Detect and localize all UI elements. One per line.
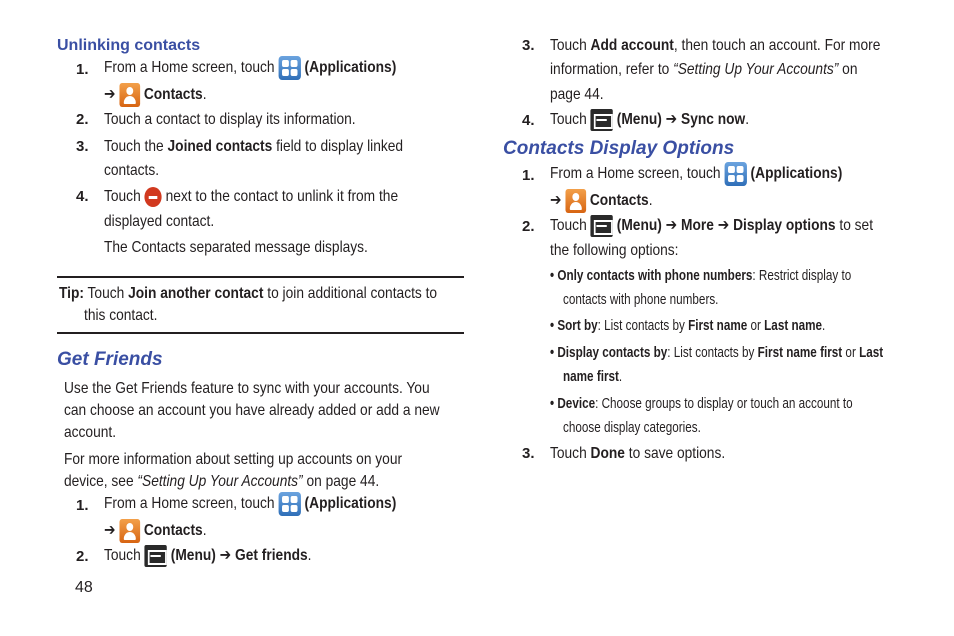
step-text: displayed contact. bbox=[104, 213, 215, 230]
applications-icon bbox=[278, 56, 300, 80]
contacts-icon bbox=[565, 189, 586, 213]
option-item: choose display categories. bbox=[563, 419, 701, 436]
step-text: Touch (Menu) ➔ Get friends. bbox=[104, 545, 345, 567]
step-text: From a Home screen, touch (Applications) bbox=[550, 162, 890, 186]
option-item: • Device: Choose groups to display or touch an account to bbox=[550, 395, 853, 412]
step-text: From a Home screen, touch (Applications) bbox=[104, 56, 444, 80]
arrow-icon: ➔ bbox=[717, 215, 730, 235]
step-text: Touch (Menu) ➔ Sync now. bbox=[550, 109, 782, 131]
arrow-icon: ➔ bbox=[665, 215, 678, 235]
step-text: page 44. bbox=[550, 86, 604, 103]
step-text: Touch Add account, then touch an account. For more bbox=[550, 37, 881, 54]
step-text: the following options: bbox=[550, 242, 679, 259]
option-item: • Only contacts with phone numbers: Restrict display to bbox=[550, 267, 852, 284]
divider bbox=[57, 276, 464, 278]
step-number: 4. bbox=[76, 188, 89, 205]
divider bbox=[57, 332, 464, 334]
menu-icon bbox=[591, 215, 613, 237]
step-number: 1. bbox=[76, 61, 89, 78]
step-number: 3. bbox=[522, 445, 535, 462]
arrow-icon: ➔ bbox=[219, 545, 232, 565]
step-text: Touch next to the contact to unlink it from the bbox=[104, 188, 399, 206]
arrow-icon: ➔ bbox=[104, 84, 116, 104]
section-heading-unlinking: Unlinking contacts bbox=[57, 37, 201, 54]
step-number: 4. bbox=[522, 112, 535, 129]
step-text: ➔ Contacts. bbox=[104, 83, 223, 107]
paragraph-line: account. bbox=[64, 424, 117, 441]
menu-icon bbox=[145, 545, 167, 567]
arrow-icon: ➔ bbox=[104, 520, 116, 540]
tip-text: this contact. bbox=[84, 307, 158, 324]
step-text: Touch a contact to display its information. bbox=[104, 111, 356, 128]
option-item: • Sort by: List contacts by First name or Last name. bbox=[550, 317, 826, 334]
arrow-icon: ➔ bbox=[665, 109, 678, 129]
step-text: Touch the Joined contacts field to display linked bbox=[104, 138, 404, 155]
step-number: 2. bbox=[76, 111, 89, 128]
menu-icon bbox=[591, 109, 613, 131]
step-text: information, refer to “Setting Up Your Accounts” on bbox=[550, 61, 858, 78]
paragraph-line: device, see “Setting Up Your Accounts” on page 44. bbox=[64, 473, 380, 490]
remove-icon bbox=[145, 187, 162, 207]
step-text: ➔ Contacts. bbox=[550, 189, 669, 213]
applications-icon bbox=[724, 162, 746, 186]
tip-text: Tip: Touch Join another contact to join additional contacts to bbox=[59, 285, 438, 302]
option-item: name first. bbox=[563, 368, 623, 385]
step-number: 3. bbox=[76, 138, 89, 155]
paragraph-line: Use the Get Friends feature to sync with your accounts. You bbox=[64, 380, 430, 397]
contacts-icon bbox=[119, 519, 140, 543]
paragraph-line: For more information about setting up accounts on your bbox=[64, 451, 403, 468]
step-number: 1. bbox=[76, 497, 89, 514]
step-note: The Contacts separated message displays. bbox=[104, 239, 368, 256]
contacts-icon bbox=[119, 83, 140, 107]
option-item: • Display contacts by: List contacts by First name first or Last bbox=[550, 344, 884, 361]
step-text: Touch (Menu) ➔ More ➔ Display options to set bbox=[550, 215, 926, 237]
step-text: From a Home screen, touch (Applications) bbox=[104, 492, 444, 516]
option-item: contacts with phone numbers. bbox=[563, 291, 719, 308]
step-number: 3. bbox=[522, 37, 535, 54]
section-heading-get-friends: Get Friends bbox=[57, 349, 163, 370]
step-number: 2. bbox=[522, 218, 535, 235]
arrow-icon: ➔ bbox=[550, 190, 562, 210]
section-heading-display-options: Contacts Display Options bbox=[503, 138, 735, 159]
step-text: ➔ Contacts. bbox=[104, 519, 223, 543]
step-text: contacts. bbox=[104, 162, 160, 179]
applications-icon bbox=[278, 492, 300, 516]
step-number: 1. bbox=[522, 167, 535, 184]
paragraph-line: can choose an account you have already added or add a new bbox=[64, 402, 440, 419]
step-text: Touch Done to save options. bbox=[550, 445, 726, 462]
page-number: 48 bbox=[75, 579, 93, 596]
step-number: 2. bbox=[76, 548, 89, 565]
